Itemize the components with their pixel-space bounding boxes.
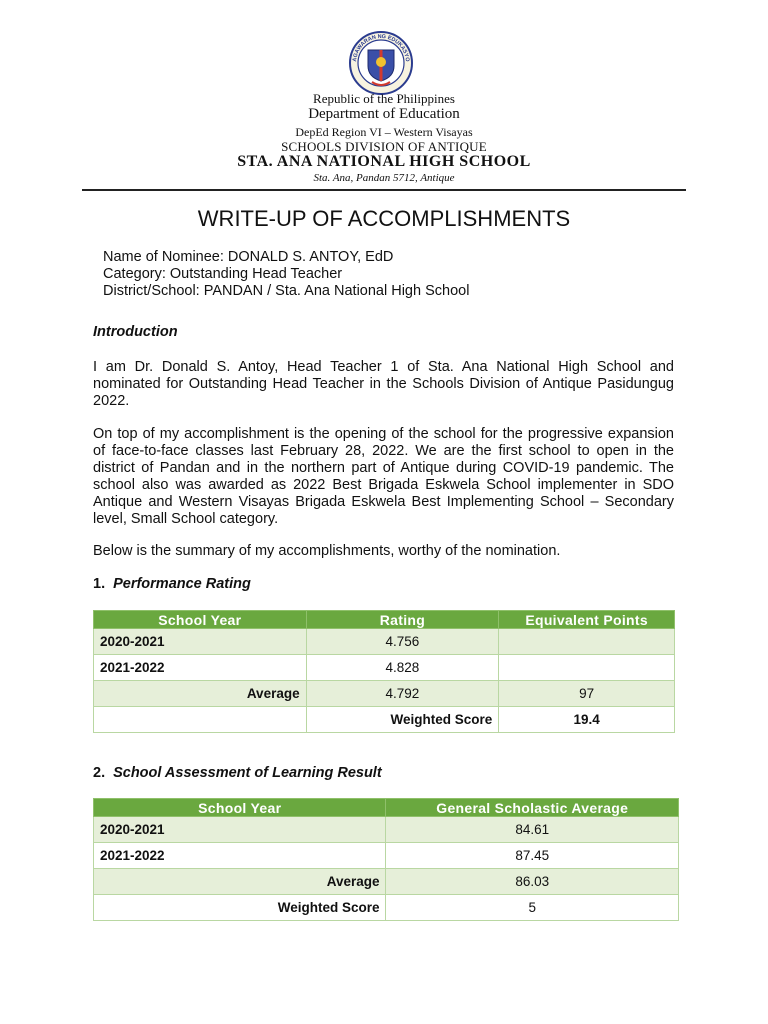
intro-paragraph-1: I am Dr. Donald S. Antoy, Head Teacher 1 of Sta. Ana National High School and nominated for Outstanding Head Teacher in the Schools Division of Antique Pasidungug 2022. bbox=[93, 359, 674, 409]
cell-rating: 4.828 bbox=[306, 655, 499, 681]
division-line: SCHOOLS DIVISION OF ANTIQUE bbox=[281, 139, 487, 154]
performance-rating-table bbox=[93, 610, 675, 733]
cell-points bbox=[499, 655, 675, 681]
section-2-heading bbox=[93, 765, 382, 781]
nominee-name: Name of Nominee: DONALD S. ANTOY, EdD bbox=[103, 249, 394, 265]
weighted-score-row bbox=[94, 707, 675, 733]
republic-line: Republic of the Philippines bbox=[313, 91, 455, 106]
table-row bbox=[94, 843, 679, 869]
cell-year: 2020-2021 bbox=[94, 629, 307, 655]
section-1-heading bbox=[93, 576, 251, 592]
cell-rating: 4.756 bbox=[306, 629, 499, 655]
weighted-score-label: Weighted Score bbox=[306, 707, 499, 733]
cell-year: 2021-2022 bbox=[94, 655, 307, 681]
average-label: Average bbox=[94, 681, 307, 707]
nominee-category: Category: Outstanding Head Teacher bbox=[103, 266, 343, 282]
assessment-table bbox=[93, 798, 679, 921]
average-points: 97 bbox=[499, 681, 675, 707]
col-header-school-year: School Year bbox=[94, 611, 307, 629]
nominee-district: District/School: PANDAN / Sta. Ana National High School bbox=[103, 283, 470, 299]
school-address: Sta. Ana, Pandan 5712, Antique bbox=[313, 172, 455, 184]
weighted-score-value: 19.4 bbox=[499, 707, 675, 733]
weighted-score-value: 5 bbox=[386, 895, 679, 921]
intro-paragraph-2: On top of my accomplishment is the opening of the school for the progressive expansion of face-to-face classes last February 28, 2022. We are the first school to open in the district of Pandan and in the northern part of Antique during COVID-19 pandemic. The school also was awarded as 2022 Best Brigada Eskwela School implementer in SDO Antique and Western Visayas Brigada Eskwela Best Implementing School – Secondary level, Small School category. bbox=[93, 426, 674, 527]
col-header-rating: Rating bbox=[306, 611, 499, 629]
empty-cell bbox=[94, 707, 307, 733]
school-name: STA. ANA NATIONAL HIGH SCHOOL bbox=[237, 153, 531, 170]
col-header-equivalent-points: Equivalent Points bbox=[499, 611, 675, 629]
average-row bbox=[94, 869, 679, 895]
table-row bbox=[94, 629, 675, 655]
region-line: DepEd Region VI – Western Visayas bbox=[295, 125, 473, 139]
section-1-number: 1. bbox=[93, 576, 106, 592]
cell-year: 2021-2022 bbox=[94, 843, 386, 869]
intro-paragraph-3: Below is the summary of my accomplishments, worthy of the nomination. bbox=[93, 543, 561, 559]
col-header-gsa: General Scholastic Average bbox=[386, 799, 679, 817]
section-1-title: Performance Rating bbox=[113, 576, 251, 592]
deped-seal bbox=[344, 30, 418, 96]
page-title: WRITE-UP OF ACCOMPLISHMENTS bbox=[197, 206, 571, 231]
intro-heading: Introduction bbox=[93, 324, 178, 340]
average-row bbox=[94, 681, 675, 707]
average-rating: 4.792 bbox=[306, 681, 499, 707]
cell-points bbox=[499, 629, 675, 655]
section-2-title: School Assessment of Learning Result bbox=[113, 765, 382, 781]
average-label: Average bbox=[94, 869, 386, 895]
col-header-school-year: School Year bbox=[94, 799, 386, 817]
cell-gsa: 84.61 bbox=[386, 817, 679, 843]
weighted-score-label: Weighted Score bbox=[94, 895, 386, 921]
weighted-score-row bbox=[94, 895, 679, 921]
cell-gsa: 87.45 bbox=[386, 843, 679, 869]
table-row bbox=[94, 655, 675, 681]
header-divider bbox=[82, 189, 686, 191]
cell-year: 2020-2021 bbox=[94, 817, 386, 843]
department-line: Department of Education bbox=[308, 106, 460, 122]
average-value: 86.03 bbox=[386, 869, 679, 895]
table-row bbox=[94, 817, 679, 843]
svg-text:KAGAWARAN NG EDUKASYON: AGAWARAN NG EDUKASYO bbox=[351, 33, 411, 63]
section-2-number: 2. bbox=[93, 765, 106, 781]
